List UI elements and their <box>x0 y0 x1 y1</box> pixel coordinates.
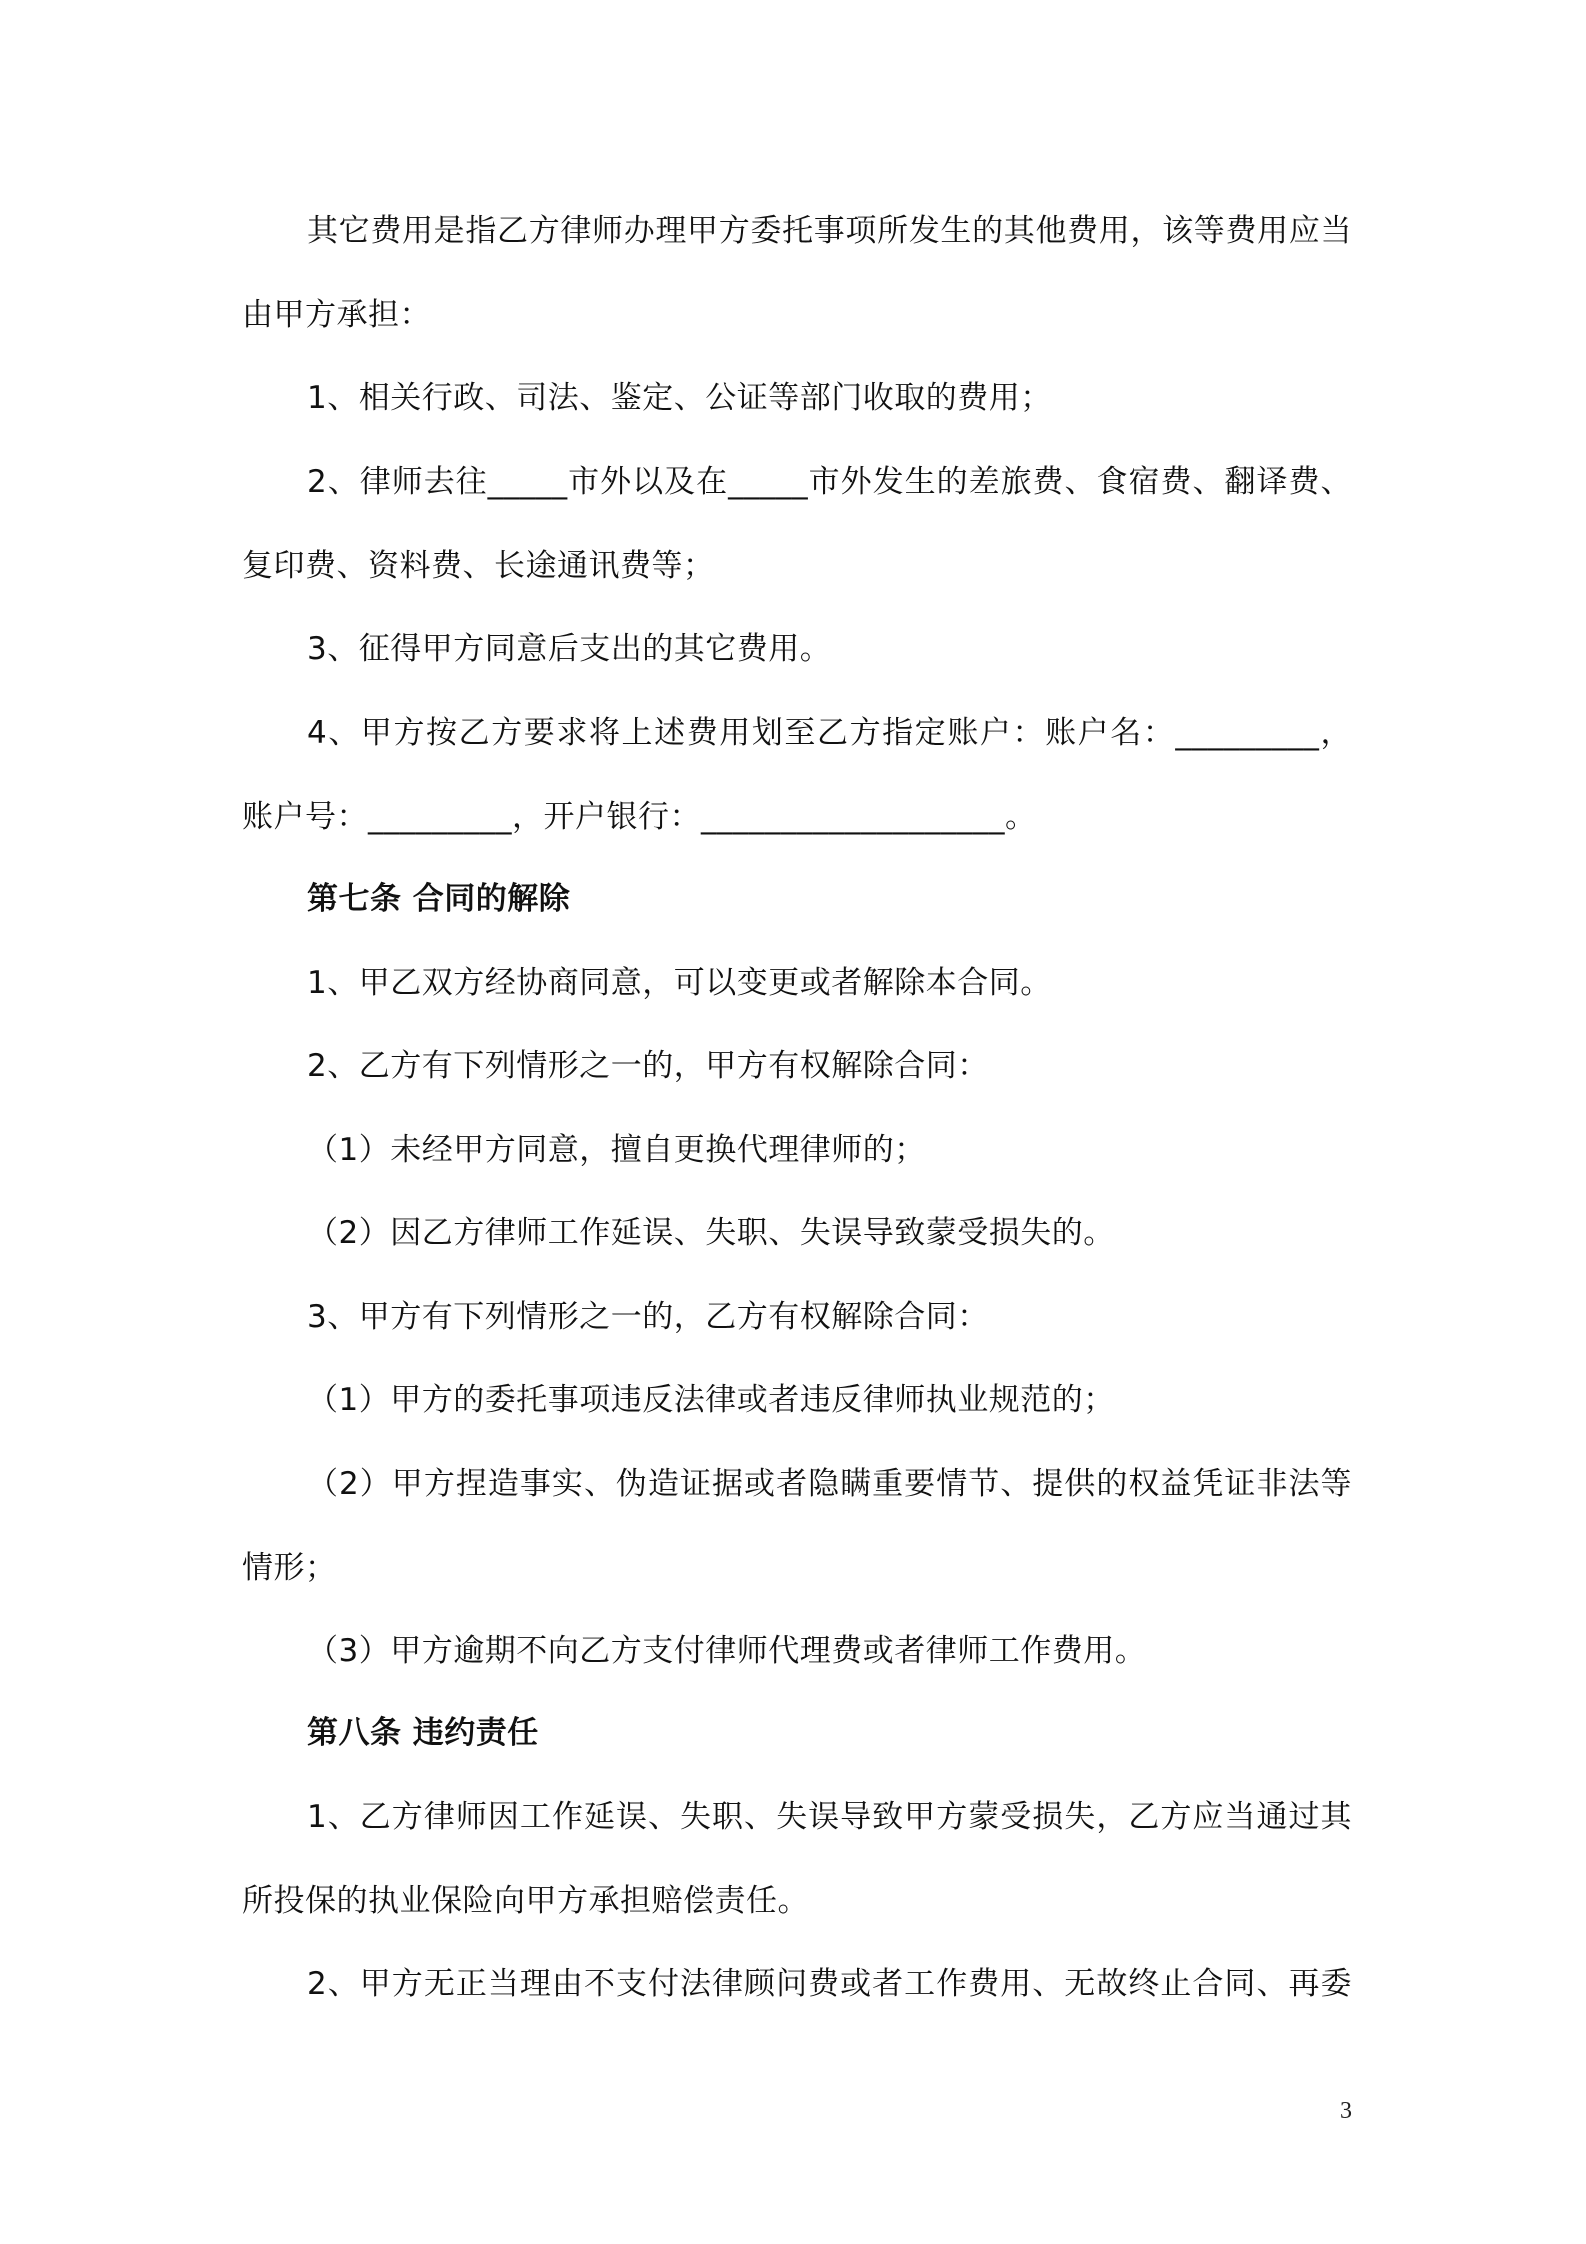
article-7-item-3: 3、甲方有下列情形之一的，乙方有权解除合同： <box>307 1299 989 1335</box>
article-7-item-3-sub-1: （1）甲方的委托事项违反法律或者违反律师执业规范的； <box>307 1382 1115 1418</box>
section-heading-article-7: 第七条 合同的解除 <box>307 881 571 917</box>
article-8-item-1: 1、乙方律师因工作延误、失职、失误导致甲方蒙受损失，乙方应当通过其 <box>307 1799 1352 1835</box>
article-7-item-2-sub-1: （1）未经甲方同意，擅自更换代理律师的； <box>307 1132 926 1168</box>
article-7-item-1: 1、甲乙双方经协商同意，可以变更或者解除本合同。 <box>307 965 1052 1001</box>
article-7-item-3-sub-2: （2）甲方捏造事实、伪造证据或者隐瞒重要情节、提供的权益凭证非法等 <box>307 1466 1352 1502</box>
section-heading-article-8: 第八条 违约责任 <box>307 1715 539 1751</box>
list-item-2: 2、律师去往_____市外以及在_____市外发生的差旅费、食宿费、翻译费、 <box>307 464 1352 500</box>
list-item-4-cont: 账户号：_________，开户银行：___________________。 <box>242 799 1037 835</box>
article-8-item-1-cont: 所投保的执业保险向甲方承担赔偿责任。 <box>242 1883 809 1919</box>
paragraph-other-expenses-cont: 由甲方承担： <box>242 297 431 333</box>
page-number: 3 <box>1340 2098 1352 2124</box>
article-7-item-3-sub-3: （3）甲方逾期不向乙方支付律师代理费或者律师工作费用。 <box>307 1633 1147 1669</box>
article-8-item-2: 2、甲方无正当理由不支付法律顾问费或者工作费用、无故终止合同、再委 <box>307 1966 1352 2002</box>
article-7-item-3-sub-2-cont: 情形； <box>242 1550 337 1586</box>
article-7-item-2: 2、乙方有下列情形之一的，甲方有权解除合同： <box>307 1048 989 1084</box>
paragraph-other-expenses: 其它费用是指乙方律师办理甲方委托事项所发生的其他费用，该等费用应当 <box>307 213 1352 249</box>
list-item-4: 4、甲方按乙方要求将上述费用划至乙方指定账户：账户名：_________， <box>307 715 1352 751</box>
list-item-2-cont: 复印费、资料费、长途通讯费等； <box>242 548 715 584</box>
article-7-item-2-sub-2: （2）因乙方律师工作延误、失职、失误导致蒙受损失的。 <box>307 1215 1115 1251</box>
list-item-1: 1、相关行政、司法、鉴定、公证等部门收取的费用； <box>307 380 1052 416</box>
list-item-3: 3、征得甲方同意后支出的其它费用。 <box>307 631 832 667</box>
